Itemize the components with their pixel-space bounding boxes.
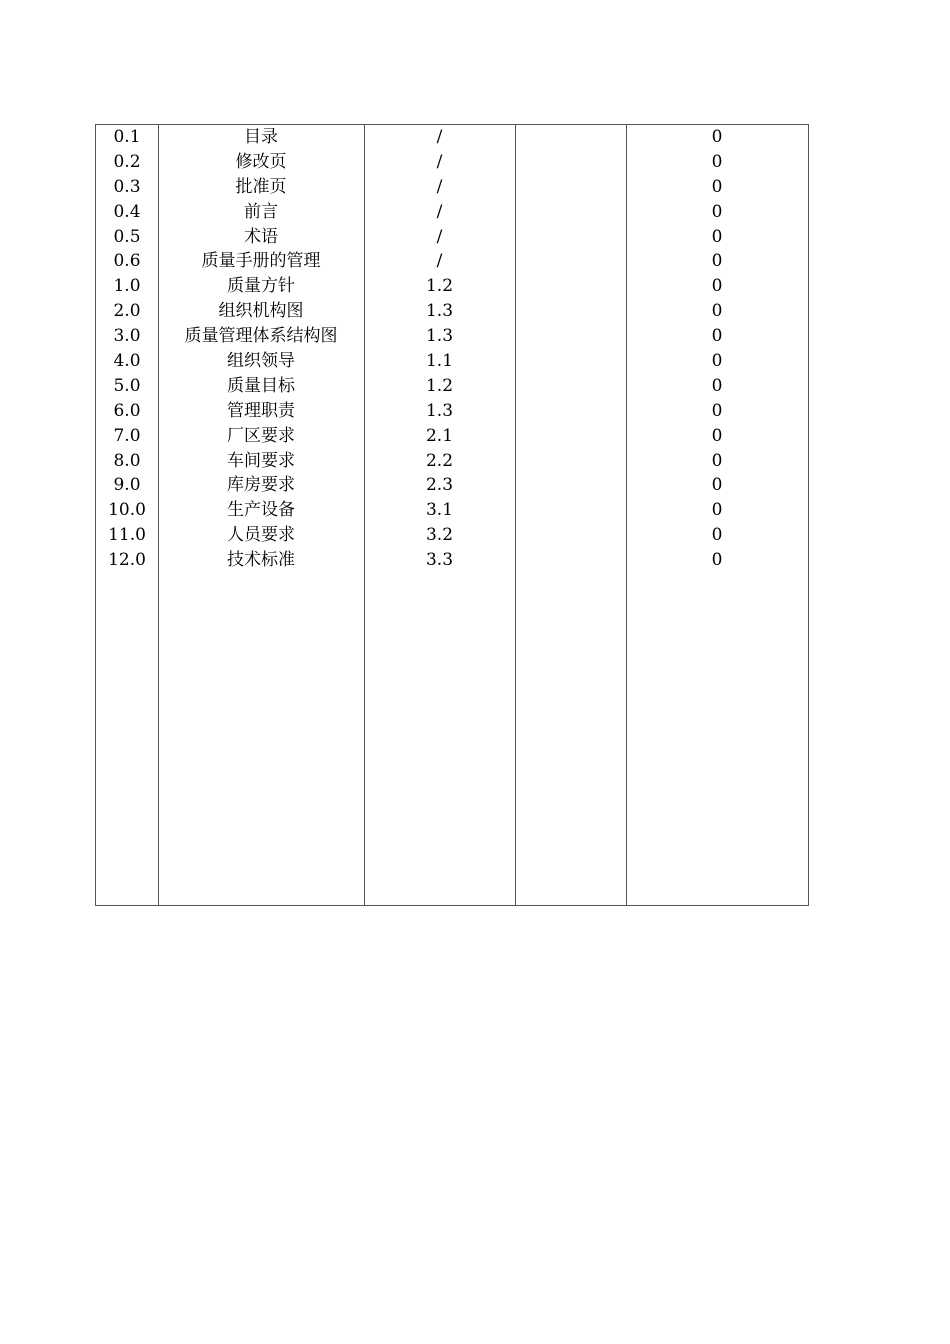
section-title-cell: 管理职责 [227, 400, 295, 421]
clause-reference-cell: 1.2 [425, 276, 454, 297]
table-row [96, 175, 808, 200]
clause-reference-cell: 1.3 [425, 326, 454, 347]
section-number-cell: 0.1 [113, 127, 141, 147]
table-row [96, 449, 808, 474]
section-number-cell: 0.5 [113, 226, 141, 247]
revision-cell: 0 [711, 475, 723, 496]
section-number-cell: 0.3 [113, 176, 141, 197]
revision-cell: 0 [711, 127, 723, 147]
section-title-cell: 质量目标 [227, 375, 295, 396]
section-number-cell: 9.0 [113, 475, 141, 496]
clause-reference-cell: / [436, 226, 443, 247]
table-row [96, 399, 808, 424]
section-number-cell: 7.0 [113, 425, 141, 446]
revision-cell: 0 [711, 151, 723, 172]
table-body [96, 125, 808, 573]
section-title-cell: 组织机构图 [218, 301, 304, 322]
table-row [96, 473, 808, 498]
section-title-cell: 质量方针 [227, 276, 295, 297]
revision-cell: 0 [711, 276, 723, 297]
section-title-cell: 技术标准 [227, 550, 295, 571]
table-row [96, 523, 808, 548]
section-title-cell: 批准页 [235, 176, 287, 197]
table-row [96, 299, 808, 324]
clause-reference-cell: 3.2 [425, 525, 454, 546]
section-title-cell: 生产设备 [227, 500, 295, 521]
table-row [96, 249, 808, 274]
section-title-cell: 前言 [244, 201, 278, 222]
clause-reference-cell: / [436, 201, 443, 222]
section-title-cell: 质量管理体系结构图 [184, 326, 338, 347]
table-row [96, 150, 808, 175]
section-number-cell: 4.0 [113, 351, 141, 372]
clause-reference-cell: / [436, 151, 443, 172]
clause-reference-cell: 1.3 [425, 301, 454, 322]
revision-cell: 0 [711, 326, 723, 347]
table-row [96, 349, 808, 374]
table-row [96, 324, 808, 349]
clause-reference-cell: 3.3 [425, 550, 454, 571]
revision-cell: 0 [711, 425, 723, 446]
section-number-cell: 2.0 [113, 301, 141, 322]
clause-reference-cell: 2.2 [425, 450, 454, 471]
section-title-cell: 术语 [244, 226, 278, 247]
section-number-cell: 0.6 [113, 251, 141, 272]
table-row [96, 125, 808, 150]
table-row [96, 274, 808, 299]
revision-cell: 0 [711, 251, 723, 272]
revision-cell: 0 [711, 176, 723, 197]
section-number-cell: 12.0 [108, 550, 146, 571]
revision-cell: 0 [711, 525, 723, 546]
section-number-cell: 3.0 [113, 326, 141, 347]
revision-cell: 0 [711, 500, 723, 521]
section-title-cell: 人员要求 [227, 525, 295, 546]
table-row [96, 498, 808, 523]
table-row [96, 548, 808, 573]
section-number-cell: 11.0 [108, 525, 146, 546]
revision-cell: 0 [711, 351, 723, 372]
section-number-cell: 6.0 [113, 400, 141, 421]
clause-reference-cell: / [436, 176, 443, 197]
section-title-cell: 修改页 [235, 151, 287, 172]
section-number-cell: 10.0 [108, 500, 146, 521]
table-row [96, 424, 808, 449]
clause-reference-cell: 1.1 [425, 351, 454, 372]
section-title-cell: 库房要求 [227, 475, 295, 496]
revision-cell: 0 [711, 226, 723, 247]
revision-cell: 0 [711, 201, 723, 222]
clause-reference-cell: 1.3 [425, 400, 454, 421]
contents-table [95, 124, 809, 906]
revision-cell: 0 [711, 550, 723, 571]
section-title-cell: 目录 [244, 127, 278, 147]
clause-reference-cell: 2.1 [425, 425, 454, 446]
clause-reference-cell: 1.2 [425, 375, 454, 396]
section-number-cell: 1.0 [113, 276, 141, 297]
section-number-cell: 8.0 [113, 450, 141, 471]
table-row [96, 225, 808, 250]
section-title-cell: 质量手册的管理 [201, 251, 321, 272]
clause-reference-cell: 3.1 [425, 500, 454, 521]
section-title-cell: 车间要求 [227, 450, 295, 471]
revision-cell: 0 [711, 400, 723, 421]
section-title-cell: 厂区要求 [227, 425, 295, 446]
section-number-cell: 5.0 [113, 375, 141, 396]
clause-reference-cell: / [436, 251, 443, 272]
revision-cell: 0 [711, 375, 723, 396]
section-number-cell: 0.4 [113, 201, 141, 222]
table-row [96, 374, 808, 399]
clause-reference-cell: / [436, 127, 443, 147]
section-title-cell: 组织领导 [227, 351, 295, 372]
revision-cell: 0 [711, 301, 723, 322]
table-row [96, 200, 808, 225]
clause-reference-cell: 2.3 [425, 475, 454, 496]
section-number-cell: 0.2 [113, 151, 141, 172]
revision-cell: 0 [711, 450, 723, 471]
